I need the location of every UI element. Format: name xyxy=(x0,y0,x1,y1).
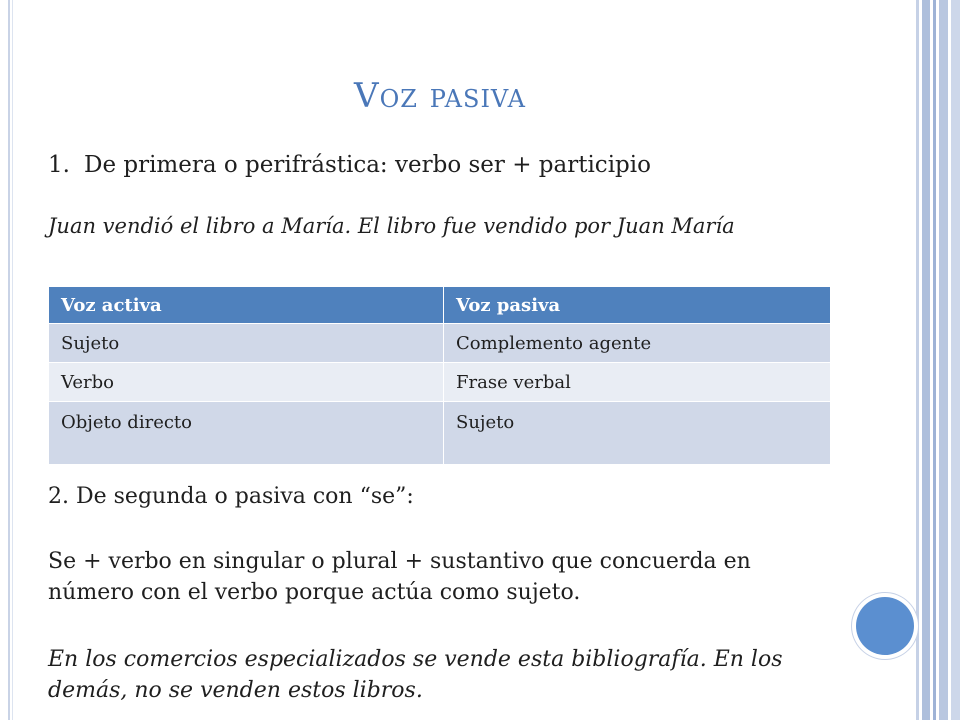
table-row xyxy=(49,363,831,402)
stripe xyxy=(933,0,936,720)
table-cell: Sujeto xyxy=(49,324,444,363)
stripe xyxy=(951,0,960,720)
example-sentence: Juan vendió el libro a María. El libro fue vendido por Juan María xyxy=(48,214,735,238)
stripe xyxy=(922,0,930,720)
table-cell: Sujeto xyxy=(444,402,831,465)
table-header-row xyxy=(49,287,831,324)
table-row xyxy=(49,324,831,363)
table-header-cell: Voz activa xyxy=(49,287,444,324)
decorative-circle xyxy=(856,597,914,655)
table-header-cell: Voz pasiva xyxy=(444,287,831,324)
slide-title: Voz pasiva xyxy=(354,76,526,116)
list-item-1 xyxy=(48,152,651,178)
list-item-number: 1. xyxy=(48,152,70,178)
stripe xyxy=(916,0,919,720)
table-cell: Objeto directo xyxy=(49,402,444,465)
list-item-text: De primera o perifrástica: verbo ser + participio xyxy=(84,152,651,178)
voice-comparison-table xyxy=(48,286,831,465)
table-cell: Complemento agente xyxy=(444,324,831,363)
example-paragraph: En los comercios especializados se vende esta bibliografía. En los demás, no se venden estos libros. xyxy=(48,647,783,703)
list-item-2: 2. De segunda o pasiva con “se”: xyxy=(48,484,414,509)
table-cell: Frase verbal xyxy=(444,363,831,402)
stripe xyxy=(939,0,948,720)
table-cell: Verbo xyxy=(49,363,444,402)
table-row xyxy=(49,402,831,465)
right-decorative-stripes xyxy=(916,0,960,720)
explanation-paragraph: Se + verbo en singular o plural + sustantivo que concuerda en número con el verbo porque actúa como sujeto. xyxy=(48,549,751,605)
